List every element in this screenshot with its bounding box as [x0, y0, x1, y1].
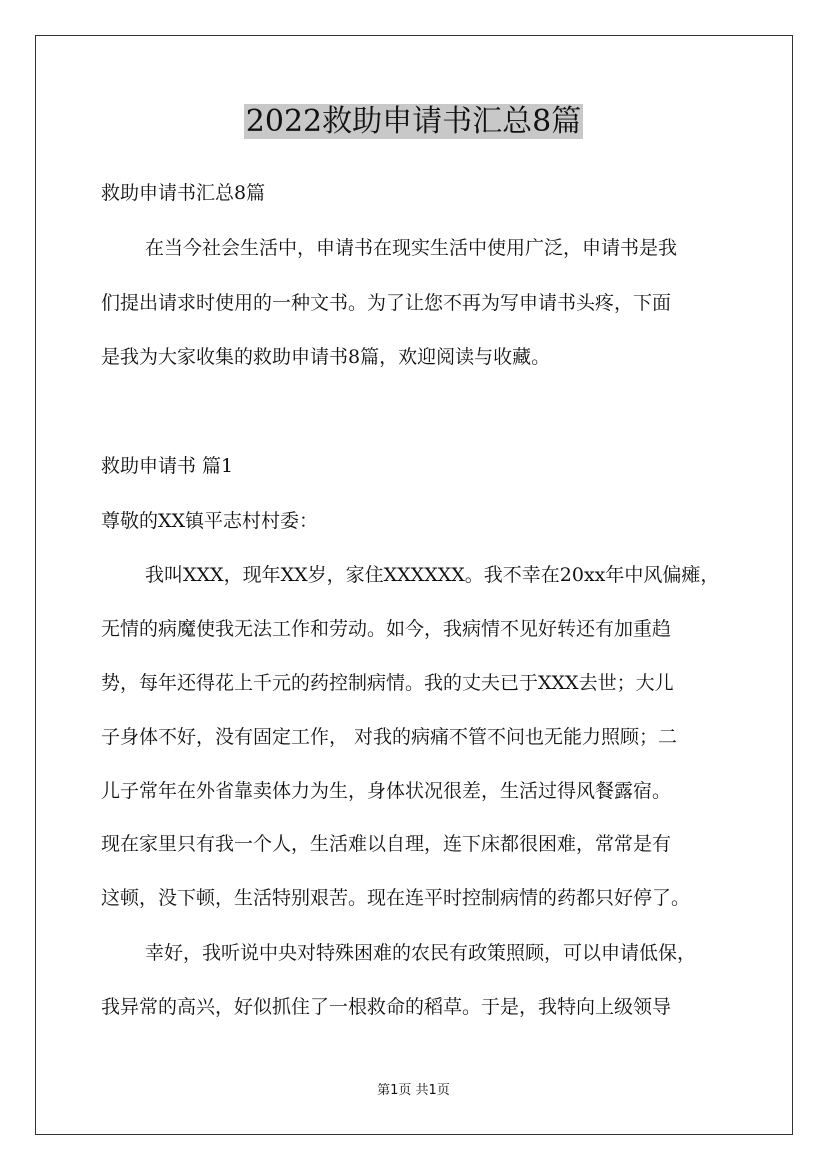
document-title — [0, 100, 827, 144]
body-line: 我异常的高兴，好似抓住了一根救命的稻草。于是，我特向上级领导 — [101, 996, 672, 1018]
intro-line: 在当今社会生活中，申请书在现实生活中使用广泛，申请书是我 — [145, 237, 678, 259]
body-line: 幸好，我听说中央对特殊困难的农民有政策照顾，可以申请低保， — [145, 942, 697, 964]
body-line: 势，每年还得花上千元的药控制病情。我的丈夫已于XXX去世；大儿 — [101, 672, 674, 694]
document-title-text: 2022救助申请书汇总8篇 — [245, 104, 582, 139]
page-number-footer: 第1页 共1页 — [377, 1083, 450, 1098]
body-line: 无情的病魔使我无法工作和劳动。如今，我病情不见好转还有加重趋 — [101, 618, 672, 640]
body-line: 这顿，没下顿，生活特别艰苦。现在连平时控制病情的药都只好停了。 — [101, 887, 691, 909]
salutation: 尊敬的XX镇平志村村委： — [101, 510, 319, 532]
intro-line: 是我为大家收集的救助申请书8篇，欢迎阅读与收藏。 — [101, 346, 551, 368]
body-line: 我叫XXX，现年XX岁，家住XXXXXX。我不幸在20xx年中风偏瘫， — [145, 564, 720, 586]
intro-line: 们提出请求时使用的一种文书。为了让您不再为写申请书头疼，下面 — [101, 292, 672, 314]
body-line: 儿子常年在外省靠卖体力为生，身体状况很差，生活过得风餐露宿。 — [101, 780, 672, 802]
body-line: 现在家里只有我一个人，生活难以自理，连下床都很困难，常常是有 — [101, 833, 672, 855]
body-line: 子身体不好，没有固定工作， 对我的病痛不管不问也无能力照顾；二 — [101, 726, 678, 748]
section-heading: 救助申请书 篇1 — [101, 455, 234, 477]
document-subtitle: 救助申请书汇总8篇 — [101, 182, 266, 204]
